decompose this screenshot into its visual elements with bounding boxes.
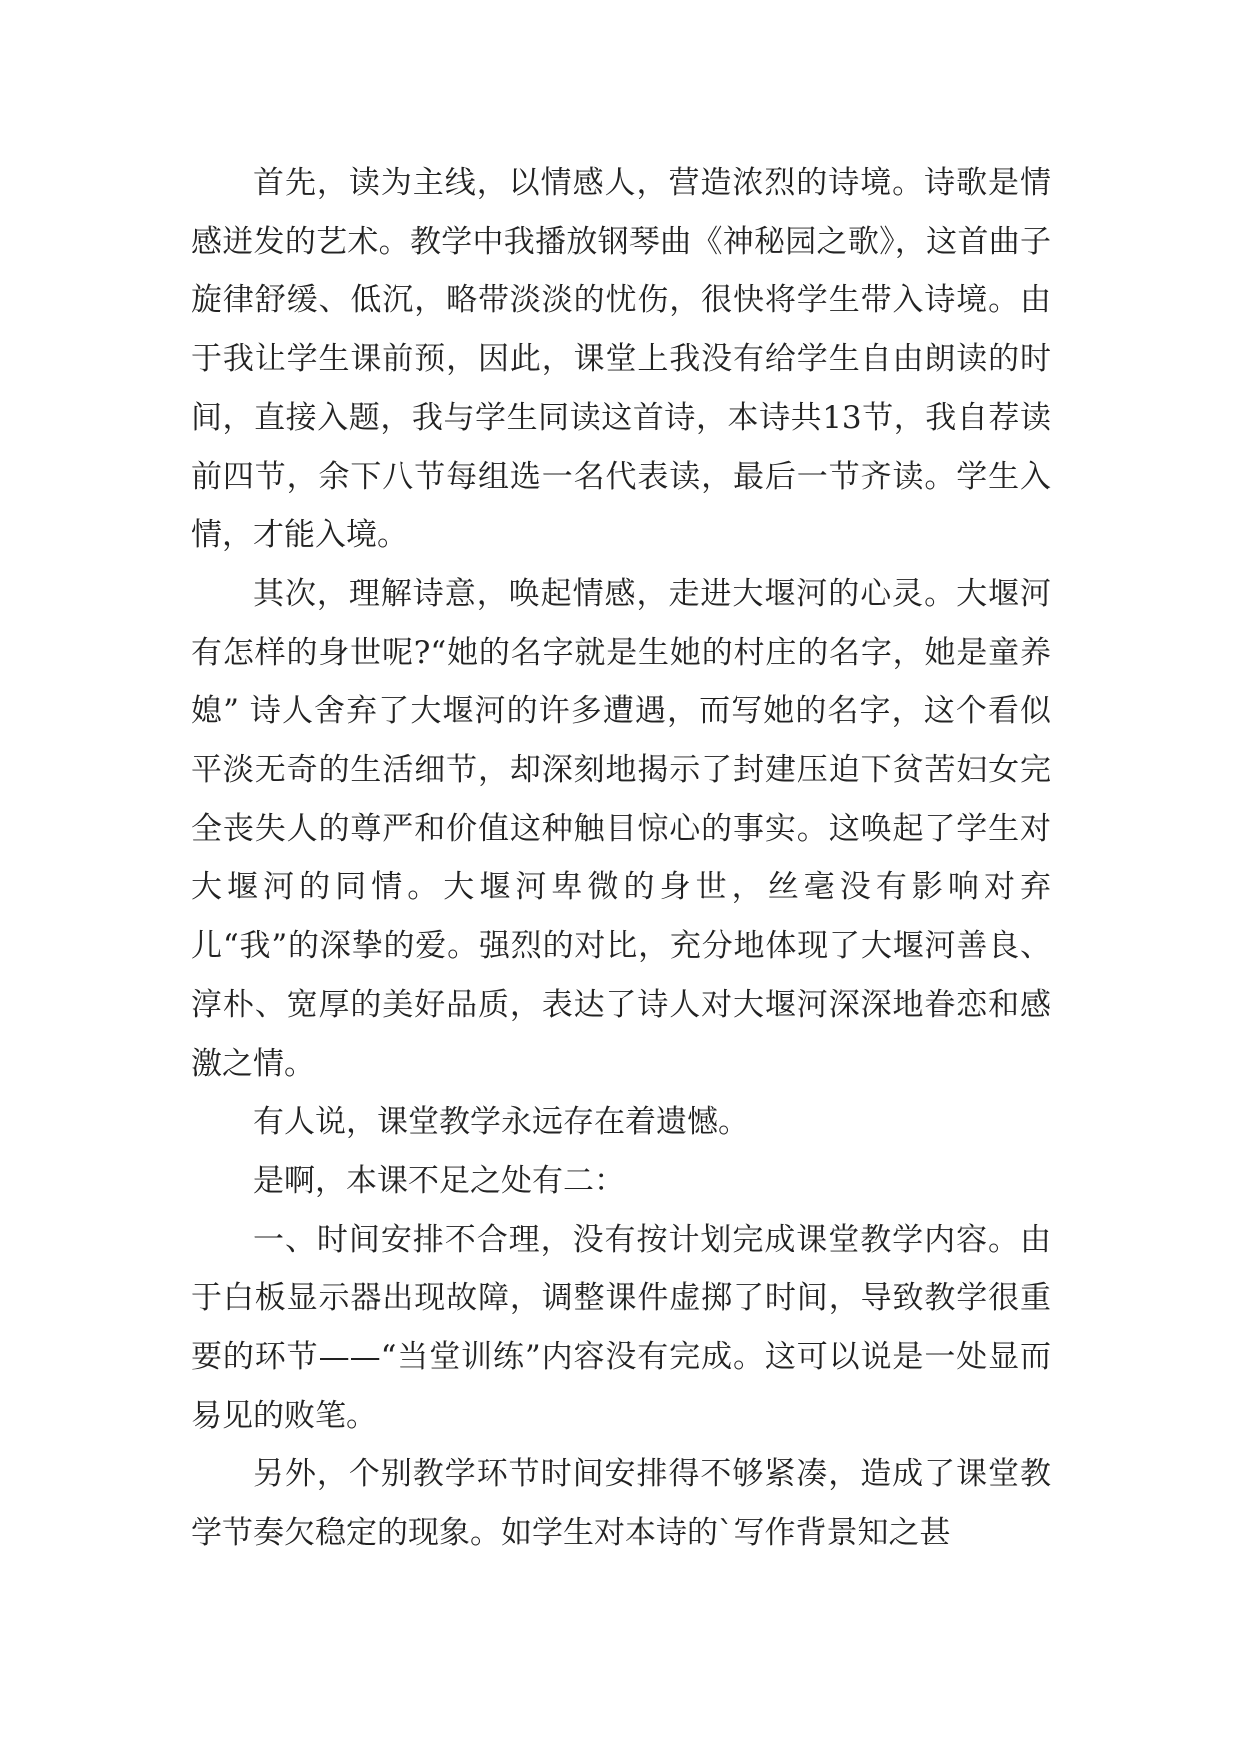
paragraph-shortcomings-intro: 是啊，本课不足之处有二： [253,1162,625,1199]
paragraph-regrets: 有人说，课堂教学永远存在着遗憾。 [253,1104,749,1141]
paragraph-reading-mainline: 首先，读为主线，以情感人，营造浓烈的诗境。诗歌是情感迸发的艺术。教学中我播放钢琴曲《神秘园之歌》，这首曲子旋律舒缓、低沉，略带淡淡的忧伤，很快将学生带入诗境。由于我让学生课前预，因此，课堂上我没有给学生自由朗读的时间，直接入题，我与学生同读这首诗，本诗共13节，我自荐读前四节，余下八节每组选一名代表读，最后一节齐读。学生入情，才能入境。 [191,165,1051,554]
paragraph-shortcoming-one: 一、时间安排不合理，没有按计划完成课堂教学内容。由于白板显示器出现故障，调整课件虚掷了时间，导致教学很重要的环节——“当堂训练”内容没有完成。这可以说是一处显而易见的败笔。 [191,1221,1051,1434]
paragraph-additionally: 另外，个别教学环节时间安排得不够紧凑，造成了课堂教学节奏欠稳定的现象。如学生对本诗的`写作背景知之甚 [191,1456,1051,1552]
document-body [191,154,1051,1563]
paragraph-understanding-poem: 其次，理解诗意，唤起情感，走进大堰河的心灵。大堰河有怎样的身世呢?“她的名字就是生她的村庄的名字，她是童养媳” 诗人舍弃了大堰河的许多遭遇，而写她的名字，这个看似平淡无奇的生活细节，却深刻地揭示了封建压迫下贫苦妇女完全丧失人的尊严和价值这种触目惊心的事实。这唤起了学生对大堰河的同情。大堰河卑微的身世，丝毫没有影响对弃儿“我”的深挚的爱。强烈的对比，充分地体现了大堰河善良、淳朴、宽厚的美好品质，表达了诗人对大堰河深深地眷恋和感激之情。 [191,575,1051,1082]
